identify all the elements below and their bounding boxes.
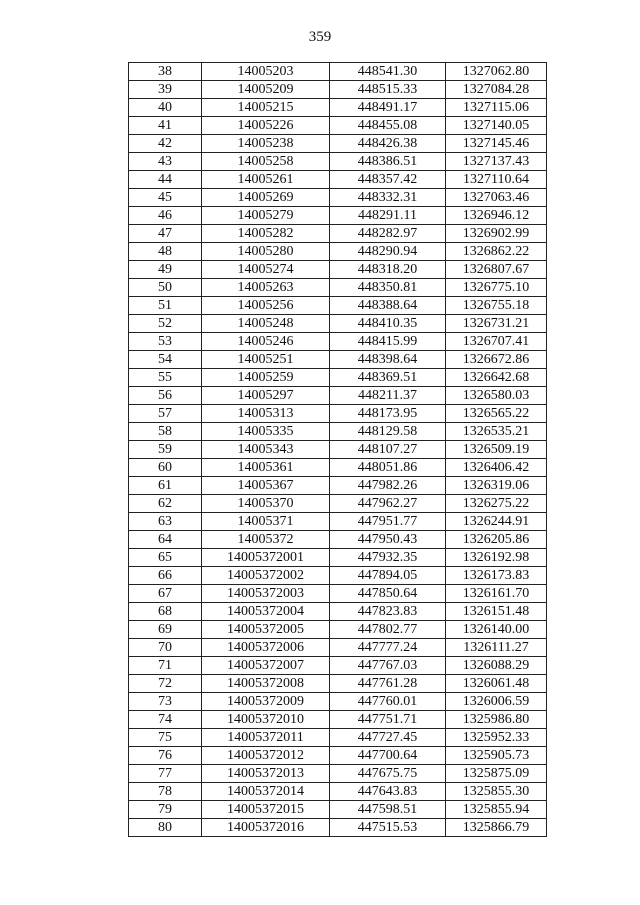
- x-coordinate-cell: 448290.94: [330, 243, 446, 261]
- x-coordinate-cell: 447675.75: [330, 765, 446, 783]
- point-id-cell: 14005274: [202, 261, 330, 279]
- point-id-cell: 14005343: [202, 441, 330, 459]
- point-number-cell: 48: [129, 243, 202, 261]
- y-coordinate-cell: 1326642.68: [446, 369, 547, 387]
- point-number-cell: 65: [129, 549, 202, 567]
- table-row: [129, 729, 547, 747]
- table-row: [129, 279, 547, 297]
- table-row: [129, 495, 547, 513]
- x-coordinate-cell: 448282.97: [330, 225, 446, 243]
- x-coordinate-cell: 448388.64: [330, 297, 446, 315]
- y-coordinate-cell: 1326173.83: [446, 567, 547, 585]
- y-coordinate-cell: 1325952.33: [446, 729, 547, 747]
- y-coordinate-cell: 1325875.09: [446, 765, 547, 783]
- y-coordinate-cell: 1327110.64: [446, 171, 547, 189]
- y-coordinate-cell: 1325866.79: [446, 819, 547, 837]
- y-coordinate-cell: 1327062.80: [446, 63, 547, 81]
- y-coordinate-cell: 1326902.99: [446, 225, 547, 243]
- y-coordinate-cell: 1326205.86: [446, 531, 547, 549]
- point-number-cell: 68: [129, 603, 202, 621]
- x-coordinate-cell: 448107.27: [330, 441, 446, 459]
- x-coordinate-cell: 448129.58: [330, 423, 446, 441]
- y-coordinate-cell: 1326406.42: [446, 459, 547, 477]
- point-id-cell: 14005372005: [202, 621, 330, 639]
- point-number-cell: 75: [129, 729, 202, 747]
- point-number-cell: 41: [129, 117, 202, 135]
- coordinates-table: [128, 62, 547, 837]
- table-row: [129, 441, 547, 459]
- point-number-cell: 54: [129, 351, 202, 369]
- point-number-cell: 62: [129, 495, 202, 513]
- y-coordinate-cell: 1326862.22: [446, 243, 547, 261]
- coordinates-table-container: [128, 62, 547, 837]
- point-id-cell: 14005269: [202, 189, 330, 207]
- point-id-cell: 14005372002: [202, 567, 330, 585]
- y-coordinate-cell: 1326088.29: [446, 657, 547, 675]
- table-row: [129, 657, 547, 675]
- point-number-cell: 50: [129, 279, 202, 297]
- point-number-cell: 61: [129, 477, 202, 495]
- point-number-cell: 46: [129, 207, 202, 225]
- table-row: [129, 243, 547, 261]
- point-id-cell: 14005372011: [202, 729, 330, 747]
- point-id-cell: 14005372009: [202, 693, 330, 711]
- point-number-cell: 73: [129, 693, 202, 711]
- point-number-cell: 43: [129, 153, 202, 171]
- page-number: 359: [308, 29, 332, 45]
- point-id-cell: 14005372010: [202, 711, 330, 729]
- x-coordinate-cell: 447894.05: [330, 567, 446, 585]
- point-id-cell: 14005372001: [202, 549, 330, 567]
- y-coordinate-cell: 1326244.91: [446, 513, 547, 531]
- table-row: [129, 819, 547, 837]
- y-coordinate-cell: 1326731.21: [446, 315, 547, 333]
- table-row: [129, 459, 547, 477]
- y-coordinate-cell: 1325855.30: [446, 783, 547, 801]
- table-row: [129, 225, 547, 243]
- point-id-cell: 14005256: [202, 297, 330, 315]
- table-row: [129, 117, 547, 135]
- point-id-cell: 14005258: [202, 153, 330, 171]
- table-row: [129, 189, 547, 207]
- x-coordinate-cell: 447700.64: [330, 747, 446, 765]
- x-coordinate-cell: 447598.51: [330, 801, 446, 819]
- x-coordinate-cell: 448211.37: [330, 387, 446, 405]
- point-number-cell: 53: [129, 333, 202, 351]
- x-coordinate-cell: 448318.20: [330, 261, 446, 279]
- y-coordinate-cell: 1326755.18: [446, 297, 547, 315]
- y-coordinate-cell: 1327084.28: [446, 81, 547, 99]
- table-row: [129, 567, 547, 585]
- point-id-cell: 14005209: [202, 81, 330, 99]
- y-coordinate-cell: 1326140.00: [446, 621, 547, 639]
- point-id-cell: 14005313: [202, 405, 330, 423]
- point-id-cell: 14005335: [202, 423, 330, 441]
- x-coordinate-cell: 447823.83: [330, 603, 446, 621]
- y-coordinate-cell: 1326807.67: [446, 261, 547, 279]
- x-coordinate-cell: 447777.24: [330, 639, 446, 657]
- point-id-cell: 14005372016: [202, 819, 330, 837]
- x-coordinate-cell: 447802.77: [330, 621, 446, 639]
- x-coordinate-cell: 448415.99: [330, 333, 446, 351]
- table-row: [129, 207, 547, 225]
- point-number-cell: 80: [129, 819, 202, 837]
- point-number-cell: 51: [129, 297, 202, 315]
- y-coordinate-cell: 1326151.48: [446, 603, 547, 621]
- y-coordinate-cell: 1326111.27: [446, 639, 547, 657]
- point-id-cell: 14005263: [202, 279, 330, 297]
- point-number-cell: 59: [129, 441, 202, 459]
- table-row: [129, 549, 547, 567]
- table-row: [129, 603, 547, 621]
- x-coordinate-cell: 447962.27: [330, 495, 446, 513]
- x-coordinate-cell: 448426.38: [330, 135, 446, 153]
- x-coordinate-cell: 447760.01: [330, 693, 446, 711]
- table-row: [129, 477, 547, 495]
- x-coordinate-cell: 447850.64: [330, 585, 446, 603]
- y-coordinate-cell: 1326946.12: [446, 207, 547, 225]
- point-number-cell: 69: [129, 621, 202, 639]
- point-id-cell: 14005372008: [202, 675, 330, 693]
- x-coordinate-cell: 448291.11: [330, 207, 446, 225]
- table-row: [129, 423, 547, 441]
- table-row: [129, 711, 547, 729]
- point-id-cell: 14005297: [202, 387, 330, 405]
- point-number-cell: 77: [129, 765, 202, 783]
- x-coordinate-cell: 448515.33: [330, 81, 446, 99]
- point-number-cell: 55: [129, 369, 202, 387]
- point-number-cell: 70: [129, 639, 202, 657]
- x-coordinate-cell: 448455.08: [330, 117, 446, 135]
- y-coordinate-cell: 1327063.46: [446, 189, 547, 207]
- table-row: [129, 351, 547, 369]
- x-coordinate-cell: 447950.43: [330, 531, 446, 549]
- y-coordinate-cell: 1326319.06: [446, 477, 547, 495]
- point-id-cell: 14005370: [202, 495, 330, 513]
- point-number-cell: 79: [129, 801, 202, 819]
- table-row: [129, 81, 547, 99]
- x-coordinate-cell: 448357.42: [330, 171, 446, 189]
- point-number-cell: 45: [129, 189, 202, 207]
- table-row: [129, 135, 547, 153]
- point-number-cell: 44: [129, 171, 202, 189]
- y-coordinate-cell: 1326509.19: [446, 441, 547, 459]
- table-row: [129, 585, 547, 603]
- point-id-cell: 14005372006: [202, 639, 330, 657]
- x-coordinate-cell: 447643.83: [330, 783, 446, 801]
- point-id-cell: 14005372004: [202, 603, 330, 621]
- point-number-cell: 63: [129, 513, 202, 531]
- point-id-cell: 14005226: [202, 117, 330, 135]
- point-number-cell: 38: [129, 63, 202, 81]
- x-coordinate-cell: 447727.45: [330, 729, 446, 747]
- point-id-cell: 14005372015: [202, 801, 330, 819]
- point-id-cell: 14005361: [202, 459, 330, 477]
- table-row: [129, 333, 547, 351]
- point-id-cell: 14005282: [202, 225, 330, 243]
- x-coordinate-cell: 447751.71: [330, 711, 446, 729]
- y-coordinate-cell: 1325855.94: [446, 801, 547, 819]
- table-row: [129, 783, 547, 801]
- table-row: [129, 369, 547, 387]
- table-row: [129, 63, 547, 81]
- y-coordinate-cell: 1325986.80: [446, 711, 547, 729]
- point-id-cell: 14005372014: [202, 783, 330, 801]
- point-id-cell: 14005203: [202, 63, 330, 81]
- x-coordinate-cell: 447932.35: [330, 549, 446, 567]
- y-coordinate-cell: 1326061.48: [446, 675, 547, 693]
- x-coordinate-cell: 448398.64: [330, 351, 446, 369]
- y-coordinate-cell: 1327137.43: [446, 153, 547, 171]
- y-coordinate-cell: 1326161.70: [446, 585, 547, 603]
- point-id-cell: 14005372013: [202, 765, 330, 783]
- table-row: [129, 315, 547, 333]
- y-coordinate-cell: 1325905.73: [446, 747, 547, 765]
- y-coordinate-cell: 1326275.22: [446, 495, 547, 513]
- x-coordinate-cell: 447982.26: [330, 477, 446, 495]
- point-number-cell: 76: [129, 747, 202, 765]
- point-number-cell: 52: [129, 315, 202, 333]
- point-number-cell: 58: [129, 423, 202, 441]
- point-number-cell: 74: [129, 711, 202, 729]
- x-coordinate-cell: 447761.28: [330, 675, 446, 693]
- point-number-cell: 47: [129, 225, 202, 243]
- y-coordinate-cell: 1327140.05: [446, 117, 547, 135]
- table-row: [129, 153, 547, 171]
- point-number-cell: 67: [129, 585, 202, 603]
- point-number-cell: 66: [129, 567, 202, 585]
- table-row: [129, 675, 547, 693]
- y-coordinate-cell: 1326192.98: [446, 549, 547, 567]
- x-coordinate-cell: 448491.17: [330, 99, 446, 117]
- table-row: [129, 297, 547, 315]
- point-id-cell: 14005280: [202, 243, 330, 261]
- x-coordinate-cell: 448173.95: [330, 405, 446, 423]
- point-id-cell: 14005279: [202, 207, 330, 225]
- y-coordinate-cell: 1326707.41: [446, 333, 547, 351]
- x-coordinate-cell: 447767.03: [330, 657, 446, 675]
- point-id-cell: 14005248: [202, 315, 330, 333]
- point-id-cell: 14005259: [202, 369, 330, 387]
- y-coordinate-cell: 1326672.86: [446, 351, 547, 369]
- point-id-cell: 14005251: [202, 351, 330, 369]
- point-id-cell: 14005372003: [202, 585, 330, 603]
- table-row: [129, 405, 547, 423]
- x-coordinate-cell: 448410.35: [330, 315, 446, 333]
- table-row: [129, 801, 547, 819]
- point-id-cell: 14005372012: [202, 747, 330, 765]
- x-coordinate-cell: 448332.31: [330, 189, 446, 207]
- point-id-cell: 14005367: [202, 477, 330, 495]
- point-number-cell: 78: [129, 783, 202, 801]
- y-coordinate-cell: 1326535.21: [446, 423, 547, 441]
- point-id-cell: 14005372: [202, 531, 330, 549]
- point-number-cell: 57: [129, 405, 202, 423]
- x-coordinate-cell: 448541.30: [330, 63, 446, 81]
- point-number-cell: 56: [129, 387, 202, 405]
- x-coordinate-cell: 448051.86: [330, 459, 446, 477]
- x-coordinate-cell: 448386.51: [330, 153, 446, 171]
- y-coordinate-cell: 1326006.59: [446, 693, 547, 711]
- table-row: [129, 387, 547, 405]
- table-row: [129, 639, 547, 657]
- y-coordinate-cell: 1326580.03: [446, 387, 547, 405]
- table-row: [129, 747, 547, 765]
- y-coordinate-cell: 1327145.46: [446, 135, 547, 153]
- x-coordinate-cell: 447515.53: [330, 819, 446, 837]
- x-coordinate-cell: 448350.81: [330, 279, 446, 297]
- y-coordinate-cell: 1326775.10: [446, 279, 547, 297]
- point-id-cell: 14005238: [202, 135, 330, 153]
- point-number-cell: 72: [129, 675, 202, 693]
- table-row: [129, 531, 547, 549]
- point-number-cell: 40: [129, 99, 202, 117]
- point-id-cell: 14005372007: [202, 657, 330, 675]
- point-number-cell: 39: [129, 81, 202, 99]
- table-row: [129, 99, 547, 117]
- table-row: [129, 261, 547, 279]
- point-number-cell: 71: [129, 657, 202, 675]
- point-number-cell: 49: [129, 261, 202, 279]
- point-number-cell: 60: [129, 459, 202, 477]
- table-row: [129, 513, 547, 531]
- point-id-cell: 14005215: [202, 99, 330, 117]
- table-row: [129, 171, 547, 189]
- point-id-cell: 14005261: [202, 171, 330, 189]
- table-body: [129, 63, 547, 837]
- table-row: [129, 765, 547, 783]
- point-number-cell: 42: [129, 135, 202, 153]
- y-coordinate-cell: 1326565.22: [446, 405, 547, 423]
- point-number-cell: 64: [129, 531, 202, 549]
- point-id-cell: 14005371: [202, 513, 330, 531]
- x-coordinate-cell: 447951.77: [330, 513, 446, 531]
- x-coordinate-cell: 448369.51: [330, 369, 446, 387]
- y-coordinate-cell: 1327115.06: [446, 99, 547, 117]
- table-row: [129, 693, 547, 711]
- table-row: [129, 621, 547, 639]
- point-id-cell: 14005246: [202, 333, 330, 351]
